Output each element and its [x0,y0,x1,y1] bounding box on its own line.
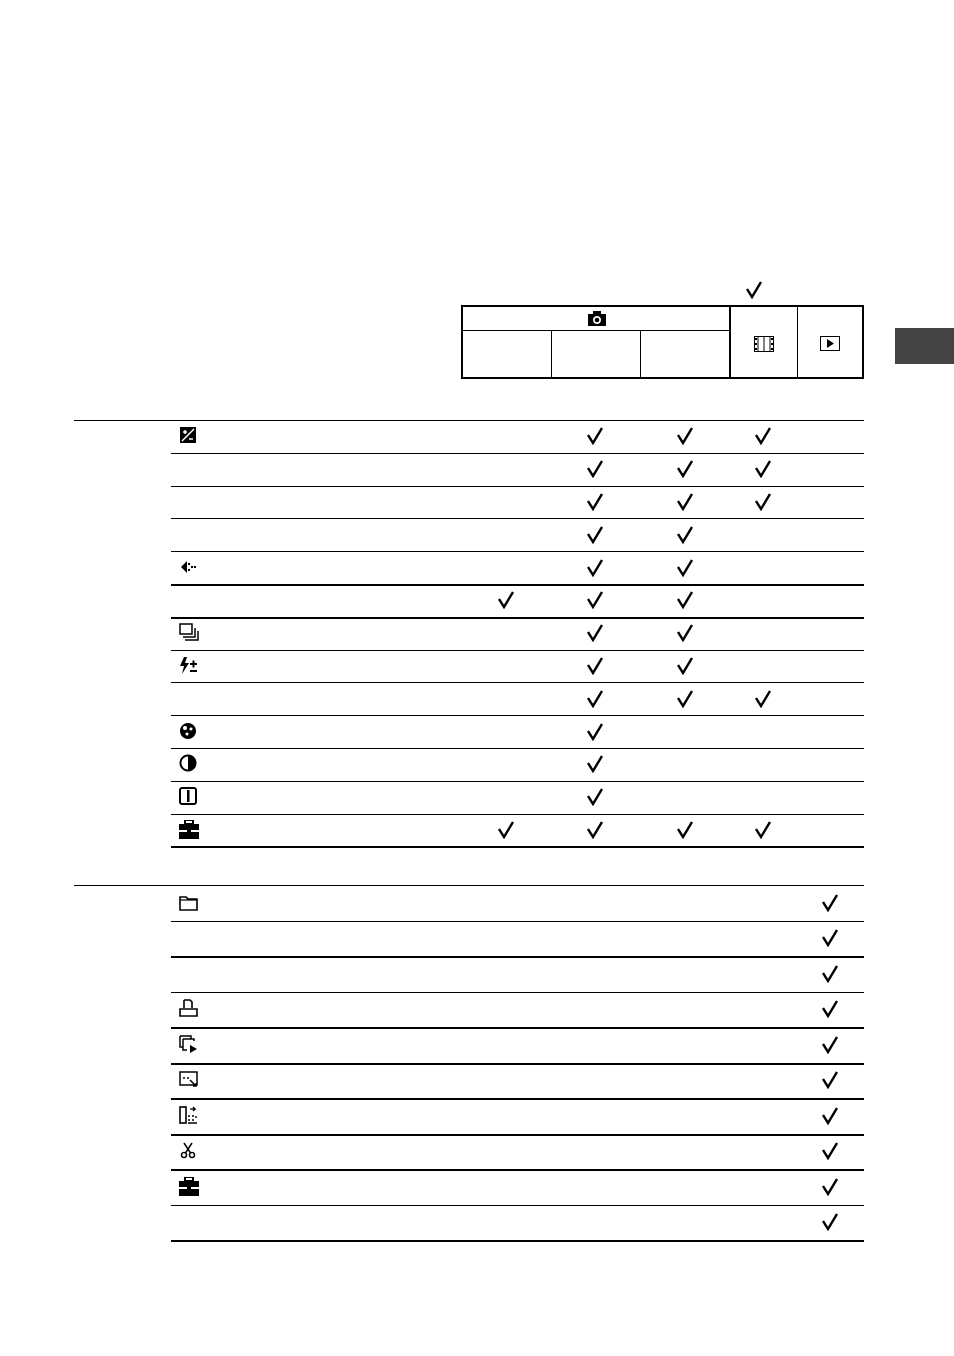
shooting-row-rule [171,650,864,651]
metering-icon [179,558,199,578]
viewing-row-rule [171,956,864,958]
section-tab-marker [895,328,954,364]
check-icon [586,723,604,741]
shooting-row-rule [171,453,864,454]
check-icon [754,427,772,445]
check-icon [586,493,604,511]
check-icon [586,624,604,642]
check-icon [821,1178,839,1196]
sharpness-icon [179,787,199,807]
check-icon [821,1213,839,1231]
check-icon [586,460,604,478]
check-icon [821,1036,839,1054]
slideshow-icon [179,1035,199,1055]
setup-toolbox-icon [179,820,199,840]
viewing-row-rule [171,1169,864,1171]
shooting-row-rule [171,518,864,519]
check-icon [754,821,772,839]
viewing-row-rule [171,1098,864,1100]
check-icon [754,690,772,708]
flash-level-icon [179,656,199,676]
check-icon [586,690,604,708]
check-icon [821,1000,839,1018]
shooting-top-rule [74,420,864,421]
shooting-row-rule [171,715,864,716]
check-icon [821,965,839,983]
folder-icon [179,893,199,913]
check-icon [676,526,694,544]
film-strip-icon [754,336,774,357]
saturation-icon [179,722,199,742]
shooting-row-rule [171,748,864,749]
check-icon [586,657,604,675]
check-icon [586,559,604,577]
check-icon [586,591,604,609]
check-icon [586,427,604,445]
header-divider [797,307,798,379]
check-icon [676,493,694,511]
check-icon [821,1107,839,1125]
check-icon [497,591,515,609]
shooting-row-rule [171,551,864,552]
viewing-row-rule [171,992,864,993]
check-icon [676,427,694,445]
check-icon [821,1142,839,1160]
resize-icon [179,1070,199,1090]
header-divider [551,330,552,379]
check-icon [754,493,772,511]
camera-icon [588,311,606,331]
check-icon [497,821,515,839]
check-icon [676,657,694,675]
mode-header-table [461,305,864,379]
check-icon [586,526,604,544]
play-icon [820,336,840,356]
viewing-row-rule [171,1205,864,1206]
legend-check-icon [745,281,763,299]
viewing-row-rule [171,1134,864,1136]
shooting-row-rule [171,781,864,782]
header-divider [640,330,641,379]
print-icon [179,999,199,1019]
viewing-row-rule [171,1240,864,1242]
check-icon [586,821,604,839]
shooting-row-rule [171,814,864,815]
exposure-icon [179,426,199,446]
check-icon [821,894,839,912]
check-icon [586,788,604,806]
check-icon [586,755,604,773]
burst-icon [179,623,199,643]
contrast-icon [179,754,199,774]
viewing-row-rule [171,1027,864,1029]
check-icon [676,821,694,839]
check-icon [754,460,772,478]
shooting-row-rule [171,617,864,619]
check-icon [676,559,694,577]
divide-scissors-icon [179,1141,199,1161]
check-icon [821,1071,839,1089]
viewing-row-rule [171,1063,864,1065]
viewing-row-rule [171,921,864,922]
shooting-row-rule [171,486,864,487]
rotate-icon [179,1106,199,1126]
check-icon [676,690,694,708]
check-icon [676,460,694,478]
setup-toolbox-icon [179,1177,199,1197]
shooting-row-rule [171,682,864,683]
check-icon [676,591,694,609]
shooting-row-rule [171,584,864,586]
viewing-top-rule [74,885,864,886]
header-divider [729,307,731,379]
check-icon [676,624,694,642]
check-icon [821,929,839,947]
shooting-row-rule [171,846,864,848]
